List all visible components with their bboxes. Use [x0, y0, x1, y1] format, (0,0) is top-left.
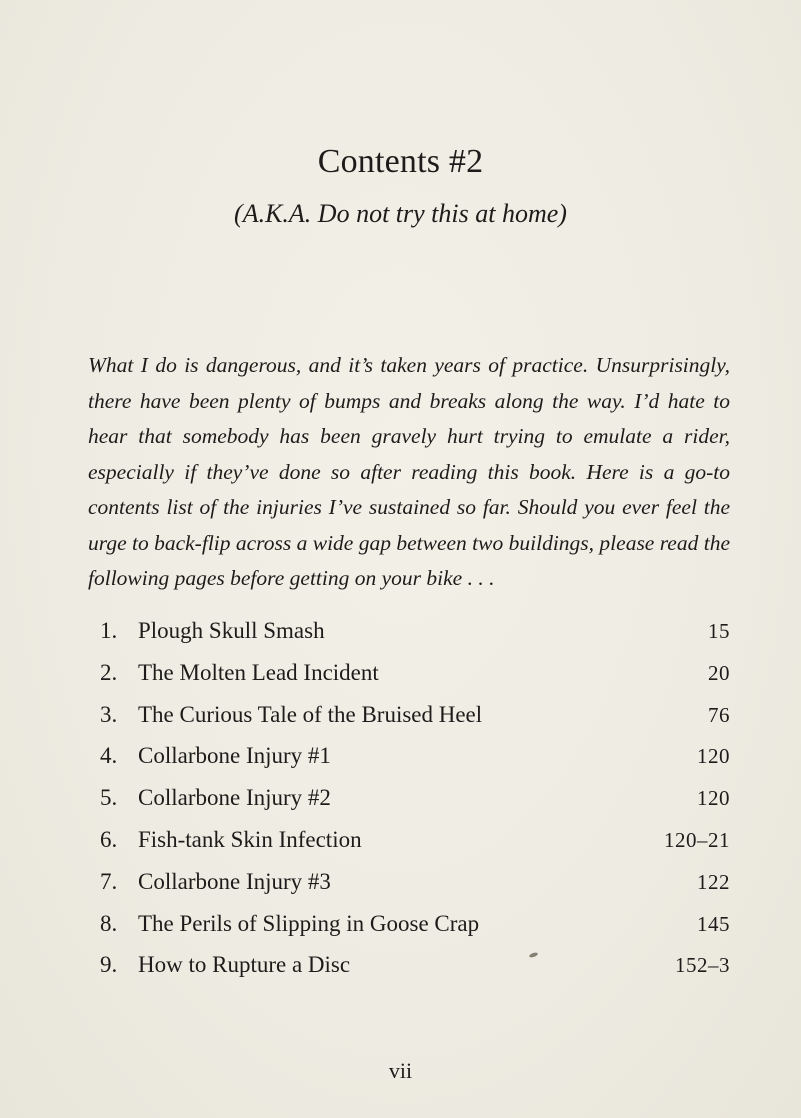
contents-item — [100, 743, 730, 785]
item-page: 15 — [708, 619, 730, 643]
item-page: 152–3 — [675, 953, 730, 978]
contents-list — [100, 618, 730, 994]
item-number: 7. — [100, 868, 118, 894]
item-number: 5. — [100, 785, 118, 811]
page-number: vii — [388, 1058, 413, 1083]
contents-item — [100, 952, 730, 994]
contents-item — [100, 869, 730, 911]
item-number: 6. — [100, 826, 118, 852]
item-page: 120 — [697, 786, 730, 811]
item-number: 4. — [100, 743, 118, 769]
contents-item — [100, 702, 730, 744]
item-page: 122 — [697, 869, 730, 894]
item-title: Fish-tank Skin Infection — [138, 826, 362, 852]
item-title: The Curious Tale of the Bruised Heel — [138, 701, 483, 727]
contents-item — [100, 660, 730, 702]
item-title: The Perils of Slipping in Goose Crap — [138, 910, 480, 936]
item-page: 76 — [708, 702, 730, 727]
item-title: Plough Skull Smash — [138, 618, 325, 643]
item-number: 3. — [100, 701, 118, 727]
page-title: Contents #2 — [317, 143, 484, 180]
item-page: 145 — [697, 911, 730, 936]
item-title: Collarbone Injury #2 — [138, 785, 331, 811]
item-title: The Molten Lead Incident — [138, 659, 379, 685]
contents-item — [100, 618, 730, 660]
item-number: 9. — [100, 952, 118, 978]
item-number: 2. — [100, 659, 118, 685]
contents-item — [100, 785, 730, 827]
item-page: 120–21 — [664, 827, 730, 852]
intro-paragraph: What I do is dangerous, and it’s taken years of practice. Unsurprisingly, there have been plenty of bumps and breaks along the way. I’d hate to hear that somebody has been gravely hurt trying to emulate a rider, especially if they’ve done so after reading this book. Here is a go-to contents list of the injuries I’ve sustained so far. Should you ever feel the urge to back-flip across a wide gap between two buildings, please read the following pages before getting on your bike . . . — [88, 353, 730, 590]
contents-item — [100, 911, 730, 953]
item-title: How to Rupture a Disc — [138, 952, 351, 978]
item-number: 8. — [100, 910, 118, 936]
item-number: 1. — [100, 618, 118, 643]
item-title: Collarbone Injury #3 — [138, 868, 331, 894]
item-page: 120 — [697, 744, 730, 769]
item-title: Collarbone Injury #1 — [138, 743, 331, 769]
contents-item — [100, 827, 730, 869]
page-subtitle: (A.K.A. Do not try this at home) — [234, 199, 567, 228]
item-page: 20 — [708, 660, 730, 685]
